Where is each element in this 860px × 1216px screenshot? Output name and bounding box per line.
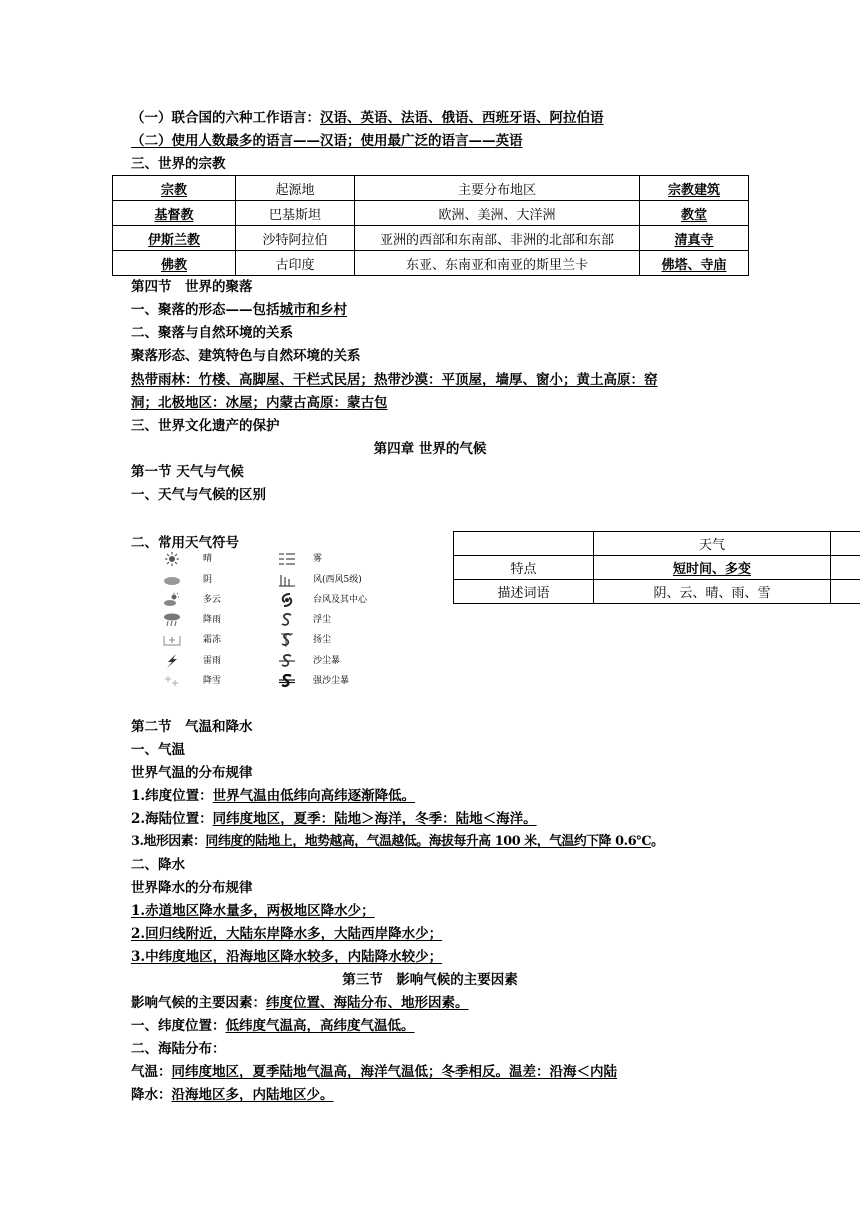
section-3-line-4-value: 同纬度地区，夏季陆地气温高，海洋气温低；冬季相反。温差：沿海＜内陆 [171, 1064, 617, 1080]
weather-row-label: 特点 [454, 556, 594, 580]
religion-origin: 沙特阿拉伯 [236, 226, 355, 251]
thunderstorm-icon [163, 654, 181, 668]
settlement-line-2: 二、聚落与自然环境的关系 [131, 325, 293, 341]
blowing-dust-icon [278, 633, 296, 647]
chapter-title: 第四章 世界的气候 [373, 441, 487, 457]
section-3-title: 第三节 影响气候的主要因素 [342, 972, 518, 988]
religion-building: 佛塔、寺庙 [640, 251, 749, 276]
symbol-label: 台风及其中心 [313, 595, 368, 605]
settlement-line-3: 聚落形态、建筑特色与自然环境的关系 [131, 348, 361, 364]
symbol-label: 多云 [203, 595, 222, 605]
section-2-line-3 [131, 786, 415, 806]
section-1-title: 第一节 天气与气候 [131, 464, 244, 480]
section-2-line-3-value: 世界气温由低纬向高纬逐渐降低。 [212, 788, 416, 804]
symbol-label: 降雨 [203, 615, 222, 625]
section-2-line-10: 3.中纬度地区，沿海地区降水较多，内陆降水较少； [131, 949, 443, 965]
header-distribution: 主要分布地区 [355, 176, 640, 201]
header-origin: 起源地 [236, 176, 355, 201]
table-row [454, 532, 860, 556]
weather-table-cut-cell [831, 580, 860, 604]
religion-origin: 巴基斯坦 [236, 201, 355, 226]
section-3-line-5-label: 降水： [131, 1087, 172, 1103]
religion-origin: 古印度 [236, 251, 355, 276]
symbol-label: 强沙尘暴 [313, 676, 350, 686]
section-settlement-title: 第四节 世界的聚落 [131, 279, 253, 295]
table-row [113, 176, 749, 201]
religion-name: 伊斯兰教 [113, 226, 236, 251]
section-3-line-5-value: 沿海地区多，内陆地区少。 [171, 1087, 334, 1103]
settlement-line-1-value: 城市和乡村 [279, 302, 347, 318]
section-1-line-1: 一、天气与气候的区别 [131, 487, 266, 503]
section-3-line-4-label: 气温： [131, 1064, 172, 1080]
header-religion: 宗教 [113, 176, 236, 201]
section-3-line-1-label: 影响气候的主要因素： [131, 995, 266, 1011]
section-2-line-6: 二、降水 [131, 857, 185, 873]
language-line-1-label: （一）联合国的六种工作语言： [131, 110, 320, 126]
religion-name: 佛教 [113, 251, 236, 276]
section-2-line-5-label: 3.地形因素： [131, 834, 206, 849]
weather-table-cut-cell [831, 556, 860, 580]
symbol-label: 沙尘暴 [313, 656, 341, 666]
settlement-line-1-label: 一、聚落的形态——包括 [131, 302, 280, 318]
religion-heading: 三、世界的宗教 [131, 156, 226, 172]
header-building: 宗教建筑 [640, 176, 749, 201]
weather-table-header: 天气 [594, 532, 831, 556]
table-row [113, 251, 749, 276]
table-row [113, 226, 749, 251]
symbol-label: 霜冻 [203, 635, 222, 645]
section-3-line-4 [131, 1062, 617, 1082]
religion-distribution: 亚洲的西部和东南部、非洲的北部和东部 [355, 226, 640, 251]
symbol-label: 阴 [203, 575, 213, 585]
weather-row-label: 描述词语 [454, 580, 594, 604]
section-2-line-4 [131, 809, 537, 829]
symbol-label: 浮尘 [313, 615, 332, 625]
religion-distribution: 欧洲、美洲、大洋洲 [355, 201, 640, 226]
religion-name: 基督教 [113, 201, 236, 226]
wind-icon [278, 573, 296, 587]
weather-row-value: 阴、云、晴、雨、雪 [594, 580, 831, 604]
section-2-title: 第二节 气温和降水 [131, 719, 253, 735]
section-2-line-1: 一、气温 [131, 742, 185, 758]
table-row [454, 580, 860, 604]
symbol-label: 雷雨 [203, 656, 222, 666]
sunny-icon [163, 552, 181, 566]
overcast-icon [163, 573, 181, 587]
symbol-label: 晴 [203, 554, 213, 564]
fog-icon [278, 552, 296, 566]
section-3-line-2-value: 低纬度气温高，高纬度气温低。 [225, 1018, 415, 1034]
language-line-1 [131, 108, 604, 128]
section-3-line-1-value: 纬度位置、海陆分布、地形因素。 [266, 995, 469, 1011]
rain-icon [163, 613, 181, 627]
section-2-line-9: 2.回归线附近，大陆东岸降水多，大陆西岸降水少； [131, 926, 443, 942]
symbol-label: 雾 [313, 554, 323, 564]
weather-table-corner [454, 532, 594, 556]
section-2-line-4-value: 同纬度地区，夏季：陆地＞海洋，冬季：陆地＜海洋。 [212, 811, 537, 827]
section-3-line-3: 二、海陆分布： [131, 1041, 226, 1057]
religion-building: 教堂 [640, 201, 749, 226]
religion-table [112, 175, 749, 276]
floating-dust-icon [278, 613, 296, 627]
section-2-line-5-value: 同纬度的陆地上，地势越高，气温越低。海拔每升高 100 米，气温约下降 0.6℃ [205, 834, 652, 849]
section-2-line-5-suffix: 。 [651, 834, 664, 849]
settlement-line-5: 洞；北极地区：冰屋；内蒙古高原：蒙古包 [131, 395, 388, 411]
religion-building: 清真寺 [640, 226, 749, 251]
partly-cloudy-icon [163, 593, 181, 607]
weather-table-cut-cell [831, 532, 860, 556]
severe-sandstorm-icon [278, 674, 296, 688]
sandstorm-icon [278, 654, 296, 668]
symbol-label: 扬尘 [313, 635, 332, 645]
section-3-line-1 [131, 993, 469, 1013]
frost-icon [163, 633, 181, 647]
symbol-label: 风(西风5级) [313, 575, 362, 585]
section-3-line-5 [131, 1085, 334, 1105]
settlement-line-1 [131, 300, 347, 320]
section-2-line-5 [131, 832, 664, 852]
table-row [113, 201, 749, 226]
section-1-line-2: 二、常用天气符号 [131, 535, 239, 551]
section-2-line-7: 世界降水的分布规律 [131, 880, 253, 896]
section-2-line-3-label: 1.纬度位置： [131, 788, 213, 804]
settlement-line-6: 三、世界文化遗产的保护 [131, 418, 280, 434]
section-3-line-2-label: 一、纬度位置： [131, 1018, 226, 1034]
weather-table [453, 531, 860, 604]
symbol-label: 降雪 [203, 676, 222, 686]
settlement-line-4: 热带雨林：竹楼、高脚屋、干栏式民居；热带沙漠：平顶屋，墙厚、窗小；黄土高原：窑 [131, 372, 658, 388]
snow-icon [163, 674, 181, 688]
language-line-1-value: 汉语、英语、法语、俄语、西班牙语、阿拉伯语 [320, 110, 604, 126]
weather-row-value: 短时间、多变 [594, 556, 831, 580]
language-line-2: （二）使用人数最多的语言——汉语；使用最广泛的语言——英语 [131, 133, 523, 149]
section-3-line-2 [131, 1016, 415, 1036]
section-2-line-4-label: 2.海陆位置： [131, 811, 213, 827]
typhoon-icon [278, 593, 296, 607]
section-2-line-2: 世界气温的分布规律 [131, 765, 253, 781]
table-row [454, 556, 860, 580]
religion-distribution: 东亚、东南亚和南亚的斯里兰卡 [355, 251, 640, 276]
section-2-line-8: 1.赤道地区降水量多，两极地区降水少； [131, 903, 375, 919]
